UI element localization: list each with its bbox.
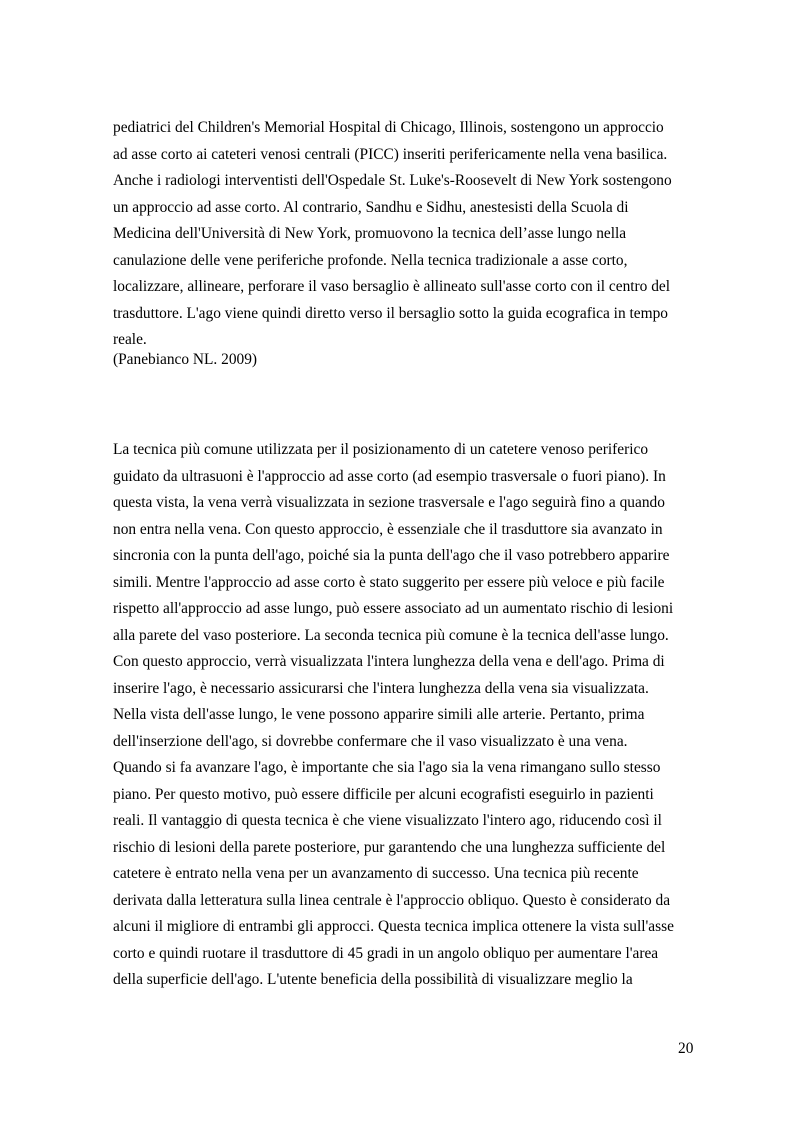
text-line: della superficie dell'ago. L'utente beneficia della possibilità di visualizzare meglio la bbox=[113, 971, 633, 988]
text-line: Con questo approccio, verrà visualizzata l'intera lunghezza della vena e dell'ago. Prima di bbox=[113, 653, 665, 670]
text-line: ad asse corto ai cateteri venosi centrali (PICC) inseriti perifericamente nella vena basilica. bbox=[113, 145, 668, 163]
page-number: 20 bbox=[678, 1040, 694, 1057]
text-line: rischio di lesioni della parete posteriore, pur garantendo che una lunghezza sufficiente del bbox=[113, 838, 666, 856]
text-line: catetere è entrato nella vena per un avanzamento di successo. Una tecnica più recente bbox=[113, 865, 639, 882]
text-line: alcuni il migliore di entrambi gli approcci. Questa tecnica implica ottenere la vista sull'asse bbox=[113, 918, 674, 935]
text-line: simili. Mentre l'approccio ad asse corto è stato suggerito per essere più veloce e più facile bbox=[113, 573, 665, 591]
text-line: localizzare, allineare, perforare il vaso bersaglio è allineato sull'asse corto con il centro del bbox=[113, 278, 671, 295]
text-line: La tecnica più comune utilizzata per il posizionamento di un catetere venoso periferico bbox=[113, 441, 649, 458]
text-line: Medicina dell'Università di New York, promuovono la tecnica dell’asse lungo nella bbox=[113, 225, 627, 242]
paragraph-1 bbox=[113, 115, 693, 374]
text-line: derivata dalla letteratura sulla linea centrale è l'approccio obliquo. Questo è considerato da bbox=[113, 891, 671, 909]
text-line: corto e quindi ruotare il trasduttore di 45 gradi in un angolo obliquo per aumentare l'area bbox=[113, 944, 659, 962]
text-line: questa vista, la vena verrà visualizzata in sezione trasversale e l'ago seguirà fino a quando bbox=[113, 494, 665, 511]
paragraph-2 bbox=[113, 437, 693, 994]
text-line: dell'inserzione dell'ago, si dovrebbe confermare che il vaso visualizzato è una vena. bbox=[113, 732, 628, 750]
text-line: alla parete del vaso posteriore. La seconda tecnica più comune è la tecnica dell'asse lungo. bbox=[113, 626, 669, 644]
text-line: canulazione delle vene periferiche profonde. Nella tecnica tradizionale a asse corto, bbox=[113, 251, 628, 269]
text-line: Quando si fa avanzare l'ago, è importante che sia l'ago sia la vena rimangano sullo stesso bbox=[113, 759, 661, 776]
text-line: trasduttore. L'ago viene quindi diretto verso il bersaglio sotto la guida ecografica in tempo bbox=[113, 304, 668, 322]
text-line: sincronia con la punta dell'ago, poiché sia la punta dell'ago che il vaso potrebbero apparire bbox=[113, 547, 670, 564]
text-line: pediatrici del Children's Memorial Hospital di Chicago, Illinois, sostengono un approccio bbox=[113, 119, 664, 136]
text-line: Anche i radiologi interventisti dell'Ospedale St. Luke's-Roosevelt di New York sostengono bbox=[113, 172, 672, 189]
citation: (Panebianco NL. 2009) bbox=[113, 351, 258, 368]
text-line: non entra nella vena. Con questo approccio, è essenziale che il trasduttore sia avanzato in bbox=[113, 520, 663, 538]
text-line: reale. bbox=[113, 331, 147, 348]
text-line: inserire l'ago, è necessario assicurarsi che l'intera lunghezza della vena sia visualizzata. bbox=[113, 679, 649, 697]
text-line: rispetto all'approccio ad asse lungo, può essere associato ad un aumentato rischio di lesioni bbox=[113, 600, 674, 617]
text-line: reali. Il vantaggio di questa tecnica è che viene visualizzato l'intero ago, riducendo così il bbox=[113, 812, 662, 829]
text-line: un approccio ad asse corto. Al contrario, Sandhu e Sidhu, anestesisti della Scuola di bbox=[113, 198, 629, 216]
text-line: piano. Per questo motivo, può essere difficile per alcuni ecografisti eseguirlo in pazienti bbox=[113, 785, 654, 803]
text-line: Nella vista dell'asse lungo, le vene possono apparire simili alle arterie. Pertanto, prima bbox=[113, 706, 645, 723]
text-line: guidato da ultrasuoni è l'approccio ad asse corto (ad esempio trasversale o fuori piano). In bbox=[113, 467, 666, 485]
